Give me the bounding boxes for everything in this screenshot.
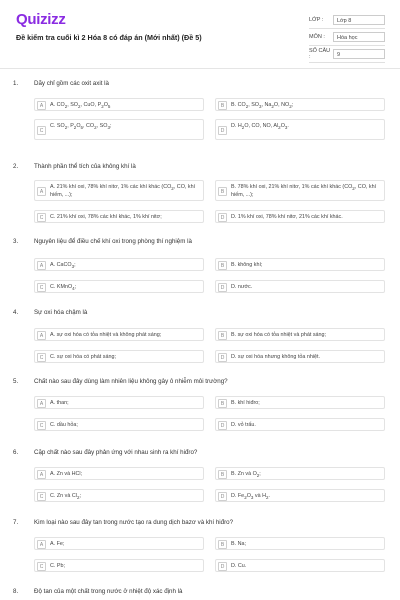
meta-value: Hóa học (333, 32, 385, 42)
option-text: C. sự oxi hóa có phát sáng; (50, 354, 116, 360)
answer-option-c[interactable] (34, 280, 204, 293)
option-text: B. 78% khí oxi, 21% khí nitơ, 1% các khí khác ($CO_2$, CO, khí hiếm, ...); (231, 184, 377, 199)
option-text: C. $SO_2$, $P_2O_5$, $CO_2$, $SO_3$; (50, 123, 112, 131)
option-letter-badge: C (37, 353, 46, 362)
option-letter-badge: A (37, 261, 46, 270)
answer-option-d[interactable] (215, 489, 385, 502)
answer-option-b[interactable] (215, 180, 385, 201)
option-letter-badge: B (218, 470, 227, 479)
option-letter-badge: C (37, 562, 46, 571)
option-text: A. CaCO$_3$; (50, 262, 76, 270)
option-text: A. sự oxi hóa có tỏa nhiệt và không phát sáng; (50, 332, 162, 338)
option-letter-badge: B (218, 187, 227, 196)
option-letter-badge: D (218, 353, 227, 362)
option-letter-badge: C (37, 492, 46, 501)
question-text: Chất nào sau đây dùng làm nhiên liệu không gây ô nhiễm môi trường? (34, 378, 228, 385)
option-letter-badge: B (218, 540, 227, 549)
question-number: 4. (13, 309, 19, 316)
option-text: D. sự oxi hóa nhưng không tỏa nhiệt. (231, 354, 321, 360)
answer-option-a[interactable] (34, 180, 204, 201)
option-text: D. 1% khí oxi, 78% khí nitơ, 21% các khí khác. (231, 214, 343, 220)
answer-option-d[interactable] (215, 119, 385, 140)
question-number: 5. (13, 378, 19, 385)
answer-option-b[interactable] (215, 537, 385, 550)
option-text: D. vỏ trấu. (231, 422, 256, 428)
meta-label: SỐ CÂU : (309, 48, 331, 60)
answer-option-a[interactable] (34, 396, 204, 409)
header-divider (0, 68, 400, 69)
option-letter-badge: A (37, 101, 46, 110)
option-letter-badge: A (37, 187, 46, 196)
option-text: B. không khí; (231, 262, 263, 268)
answer-option-b[interactable] (215, 467, 385, 480)
option-text: B. Na; (231, 541, 246, 547)
answer-option-d[interactable] (215, 559, 385, 572)
question-number: 3. (13, 238, 19, 245)
answer-option-d[interactable] (215, 210, 385, 223)
answer-option-c[interactable] (34, 559, 204, 572)
option-letter-badge: C (37, 283, 46, 292)
option-text: A. 21% khí oxi, 78% khí nitơ, 1% các khí khác ($CO_2$, CO, khí hiếm, ...); (50, 184, 196, 199)
answer-option-a[interactable] (34, 467, 204, 480)
option-text: D. nước. (231, 284, 253, 290)
answer-option-a[interactable] (34, 328, 204, 341)
option-letter-badge: D (218, 562, 227, 571)
option-letter-badge: B (218, 399, 227, 408)
answer-option-c[interactable] (34, 119, 204, 140)
question-text: Sự oxi hóa chậm là (34, 309, 88, 316)
meta-label: LỚP : (309, 17, 324, 23)
question-number: 1. (13, 80, 19, 87)
answer-option-c[interactable] (34, 210, 204, 223)
option-text: B. Zn và $O_2$; (231, 471, 261, 479)
meta-row-class (309, 12, 385, 29)
option-text: A. $CO_2$, $SO_2$, CuO, $P_2O_5$ (50, 102, 111, 110)
answer-option-b[interactable] (215, 98, 385, 111)
option-text: C. KMnO$_4$; (50, 284, 77, 292)
answer-option-a[interactable] (34, 258, 204, 271)
option-letter-badge: D (218, 421, 227, 430)
question-text: Thành phần thể tích của không khí là (34, 163, 136, 170)
option-letter-badge: A (37, 470, 46, 479)
answer-option-d[interactable] (215, 418, 385, 431)
answer-option-c[interactable] (34, 489, 204, 502)
option-text: B. sự oxi hóa có tỏa nhiệt và phát sáng; (231, 332, 327, 338)
question-text: Nguyên liệu để điều chế khí oxi trong phòng thí nghiệm là (34, 238, 192, 245)
question-text: Dãy chỉ gồm các oxit axit là (34, 80, 109, 87)
answer-option-c[interactable] (34, 418, 204, 431)
answer-option-a[interactable] (34, 537, 204, 550)
option-text: C. Pb; (50, 563, 65, 569)
option-letter-badge: C (37, 126, 46, 135)
answer-option-b[interactable] (215, 328, 385, 341)
option-letter-badge: D (218, 492, 227, 501)
meta-row-count (309, 46, 385, 63)
option-letter-badge: A (37, 540, 46, 549)
option-text: D. $Fe_2O_3$ và $H_2$. (231, 493, 271, 501)
meta-value: 9 (333, 49, 385, 59)
question-text: Cặp chất nào sau đây phản ứng với nhau sinh ra khí hiđro? (34, 449, 198, 456)
question-number: 2. (13, 163, 19, 170)
option-letter-badge: A (37, 331, 46, 340)
answer-option-a[interactable] (34, 98, 204, 111)
question-number: 7. (13, 519, 19, 526)
option-text: A. Fe; (50, 541, 65, 547)
option-text: A. Zn và HCl; (50, 471, 83, 477)
worksheet-title: Đề kiểm tra cuối kì 2 Hóa 8 có đáp án (Mới nhất) (Đề 5) (16, 33, 202, 42)
option-letter-badge: A (37, 399, 46, 408)
question-number: 8. (13, 588, 19, 595)
meta-row-subject (309, 29, 385, 46)
question-text: Độ tan của một chất trong nước ở nhiệt độ xác định là (34, 588, 183, 595)
option-text: D. Cu. (231, 563, 247, 569)
option-text: B. khí hiđro; (231, 400, 260, 406)
quizizz-logo: Quizizz (16, 11, 66, 28)
answer-option-d[interactable] (215, 350, 385, 363)
option-letter-badge: C (37, 421, 46, 430)
option-letter-badge: D (218, 213, 227, 222)
option-text: C. Zn và $Cl_2$; (50, 493, 81, 501)
option-letter-badge: B (218, 331, 227, 340)
answer-option-b[interactable] (215, 396, 385, 409)
meta-value: Lớp 8 (333, 15, 385, 25)
option-text: C. 21% khí oxi, 78% các khí khác, 1% khí nitơ; (50, 214, 162, 220)
question-number: 6. (13, 449, 19, 456)
option-letter-badge: B (218, 261, 227, 270)
option-letter-badge: B (218, 101, 227, 110)
option-letter-badge: D (218, 283, 227, 292)
option-text: D. $H_2O$, CO, NO, $Al_2O_3$. (231, 123, 289, 131)
answer-option-d[interactable] (215, 280, 385, 293)
meta-label: MÔN : (309, 34, 325, 40)
option-letter-badge: D (218, 126, 227, 135)
option-letter-badge: C (37, 213, 46, 222)
worksheet-meta (309, 12, 385, 63)
option-text: A. than; (50, 400, 69, 406)
question-text: Kim loại nào sau đây tan trong nước tạo ra dung dịch bazơ và khí hiđro? (34, 519, 234, 526)
option-text: C. dầu hỏa; (50, 422, 78, 428)
answer-option-b[interactable] (215, 258, 385, 271)
answer-option-c[interactable] (34, 350, 204, 363)
option-text: B. $CO_2$, $SO_3$, $Na_2O$, $NO_2$; (231, 102, 294, 110)
